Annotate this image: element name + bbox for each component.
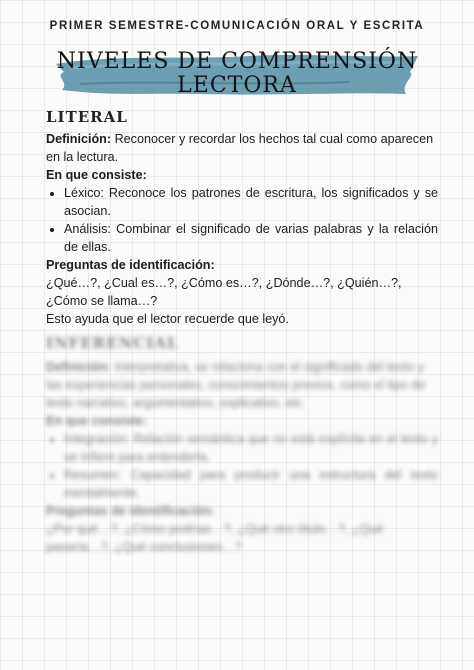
- definition-text: Reconocer y recordar los hechos tal cual como aparecen en la lectura.: [46, 132, 434, 164]
- literal-questions-label: Preguntas de identificación:: [46, 258, 215, 272]
- literal-questions: ¿Qué…?, ¿Cual es…?, ¿Cómo es…?, ¿Dónde…?, ¿Quién…?, ¿Cómo se llama…?: [46, 276, 402, 308]
- literal-list: [46, 184, 438, 256]
- course-subtitle: PRIMER SEMESTRE-COMUNICACIÓN ORAL Y ESCRITA: [49, 20, 425, 32]
- definition-label: Definición:: [46, 132, 112, 146]
- list-item: • Integración: Relación semántica que no está explícita en el texto y se infiere para entenderla.: [64, 430, 438, 466]
- list-item: • Análisis: Combinar el significado de varias palabras y la relación de ellas.: [64, 220, 438, 256]
- literal-consists-label: En que consiste:: [46, 168, 147, 182]
- section-heading-literal: LITERAL: [46, 108, 128, 126]
- inferencial-consists-label: En que consiste:: [46, 414, 147, 428]
- title-line-2: LECTORA: [177, 73, 297, 98]
- inferencial-definition: Definición: Interpretativa, se relaciona con el significado del texto y las experiencias personales, conocimientos previos, como el tipo de texto narrativo, argumentativo, explicativo, etc.: [46, 360, 426, 410]
- inferencial-list: [46, 430, 438, 502]
- literal-definition: [46, 130, 438, 166]
- list-item: • Resumen: Capacidad para producir una estructura del texto mentalmente.: [64, 466, 438, 502]
- page-title: [50, 44, 424, 106]
- list-item: • Léxico: Reconoce los patrones de escritura, los significados y se asocian.: [64, 184, 438, 220]
- inferencial-questions-label: Preguntas de identificación:: [46, 504, 215, 518]
- literal-closing: Esto ayuda que el lector recuerde que leyó.: [46, 312, 289, 326]
- literal-section: [46, 130, 438, 328]
- section-heading-inferencial: INFERENCIAL: [46, 334, 179, 352]
- title-line-1: NIVELES DE COMPRENSIÓN: [56, 49, 418, 74]
- inferencial-questions: ¿Por qué…?, ¿Cómo podrías…?, ¿Qué otro título…?, ¿Qué pasaría…?, ¿Qué conclusiones…?: [46, 522, 384, 554]
